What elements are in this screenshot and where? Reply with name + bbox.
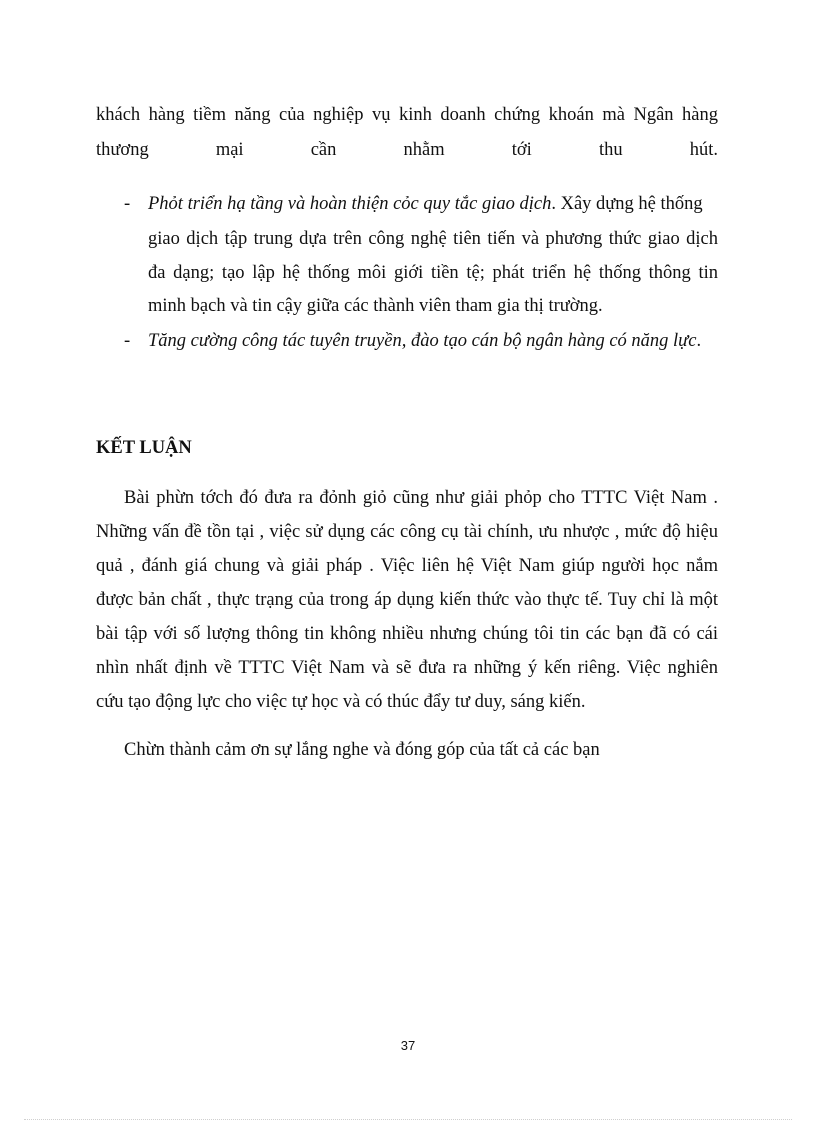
- section-heading: KẾT LUẬN: [96, 438, 192, 458]
- bullet-item-line: đa dạng; tạo lập hệ thống môi giới tiền tệ; phát triển hệ thống thông tin: [148, 263, 718, 283]
- bullet-title: Tăng cường công tác tuyên truyền, đào tạo cán bộ ngân hàng có năng lực: [148, 331, 697, 351]
- bullet-dash: -: [124, 331, 131, 351]
- bullet-item-line: giao dịch tập trung dựa trên công nghệ tiên tiến và phương thức giao dịch: [148, 229, 718, 249]
- paragraph-line: Những vấn đề tồn tại , việc sử dụng các công cụ tài chính, ưu nhược , mức độ hiệu: [96, 522, 718, 542]
- bullet-title: Phỏt triển hạ tầng và hoàn thiện cỏc quy tắc giao dịch: [148, 194, 552, 214]
- paragraph-line: bài tập với số lượng thông tin không nhiều nhưng chúng tôi tin các bạn đã có cái: [96, 624, 718, 644]
- paragraph-line: nhìn nhất định về TTTC Việt Nam và sẽ đưa ra những ý kến riêng. Việc nghiên: [96, 658, 718, 678]
- paragraph-line: được bản chất , thực trạng của trong áp dụng kiến thức vào thực tế. Tuy chỉ là một: [96, 590, 718, 610]
- bullet-item-line: [148, 329, 718, 353]
- bullet-item-line: minh bạch và tin cậy giữa các thành viên tham gia thị trường.: [148, 296, 603, 316]
- paragraph-line: quả , đánh giá chung và giải pháp . Việc liên hệ Việt Nam giúp người học nắm: [96, 556, 718, 576]
- paragraph-line: thương mại cần nhằm tới thu hút.: [96, 140, 718, 160]
- paragraph-line: khách hàng tiềm năng của nghiệp vụ kinh doanh chứng khoán mà Ngân hàng: [96, 105, 718, 125]
- bullet-text: . Xây dựng hệ thống: [551, 194, 703, 214]
- paragraph-line: Bài phừn tớch đó đưa ra đỏnh giỏ cũng như giải phỏp cho TTTC Việt Nam .: [124, 488, 718, 508]
- paragraph-line: cứu tạo động lực cho việc tự học và có thúc đẩy tư duy, sáng kiến.: [96, 692, 586, 712]
- page-number: 37: [400, 1038, 416, 1053]
- thanks-line: Chừn thành cảm ơn sự lắng nghe và đóng góp của tất cả các bạn: [124, 740, 600, 760]
- page-bottom-border: [24, 1119, 792, 1120]
- bullet-text: .: [696, 331, 702, 351]
- bullet-item-line: [148, 192, 718, 216]
- bullet-dash: -: [124, 194, 131, 214]
